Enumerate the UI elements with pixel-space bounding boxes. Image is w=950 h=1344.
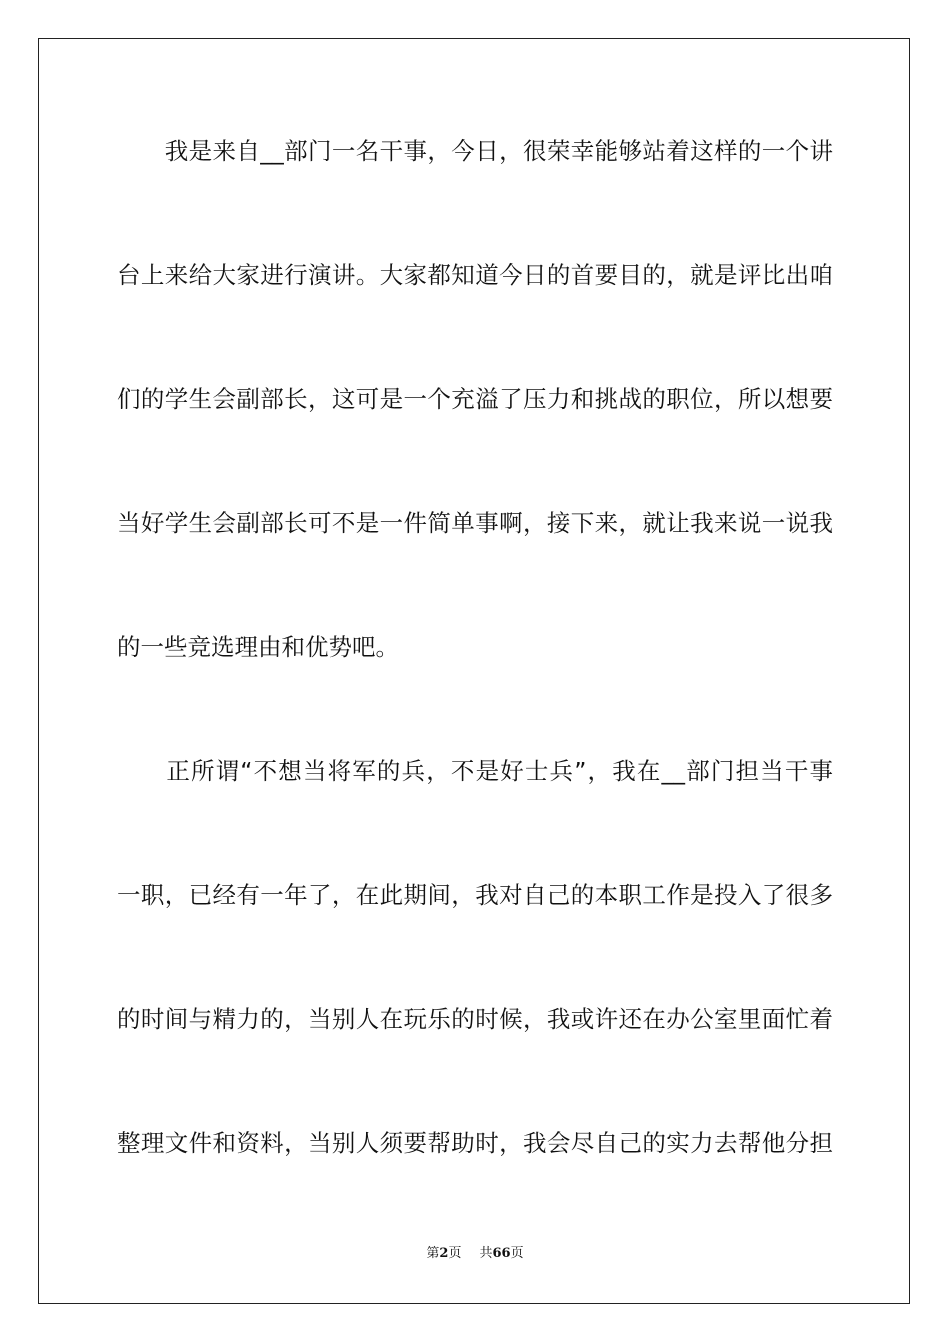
page-border xyxy=(38,38,910,1304)
footer-total-prefix: 共 xyxy=(479,1246,493,1261)
body-line-7: 一职，已经有一年了，在此期间，我对自己的本职工作是投入了很多 xyxy=(117,881,833,909)
body-line-3: 们的学生会副部长，这可是一个充溢了压力和挑战的职位，所以想要 xyxy=(117,385,833,413)
page-footer xyxy=(0,1245,950,1263)
footer-total-suffix: 页 xyxy=(510,1246,524,1261)
footer-page-suffix: 页 xyxy=(448,1246,462,1261)
body-line-4: 当好学生会副部长可不是一件简单事啊，接下来，就让我来说一说我 xyxy=(117,509,833,537)
body-line-6: 正所谓“不想当将军的兵，不是好士兵”，我在__部门担当干事 xyxy=(117,757,833,785)
footer-total-number: 66 xyxy=(492,1246,511,1261)
body-line-2: 台上来给大家进行演讲。大家都知道今日的首要目的，就是评比出咱 xyxy=(117,261,833,289)
body-line-9: 整理文件和资料，当别人须要帮助时，我会尽自己的实力去帮他分担 xyxy=(117,1129,833,1157)
body-line-1: 我是来自__部门一名干事，今日，很荣幸能够站着这样的一个讲 xyxy=(117,137,833,165)
footer-page-number: 2 xyxy=(439,1246,449,1261)
body-line-8: 的时间与精力的，当别人在玩乐的时候，我或许还在办公室里面忙着 xyxy=(117,1005,833,1033)
footer-page-prefix: 第 xyxy=(426,1246,440,1261)
body-line-5: 的一些竞选理由和优势吧。 xyxy=(117,633,399,661)
